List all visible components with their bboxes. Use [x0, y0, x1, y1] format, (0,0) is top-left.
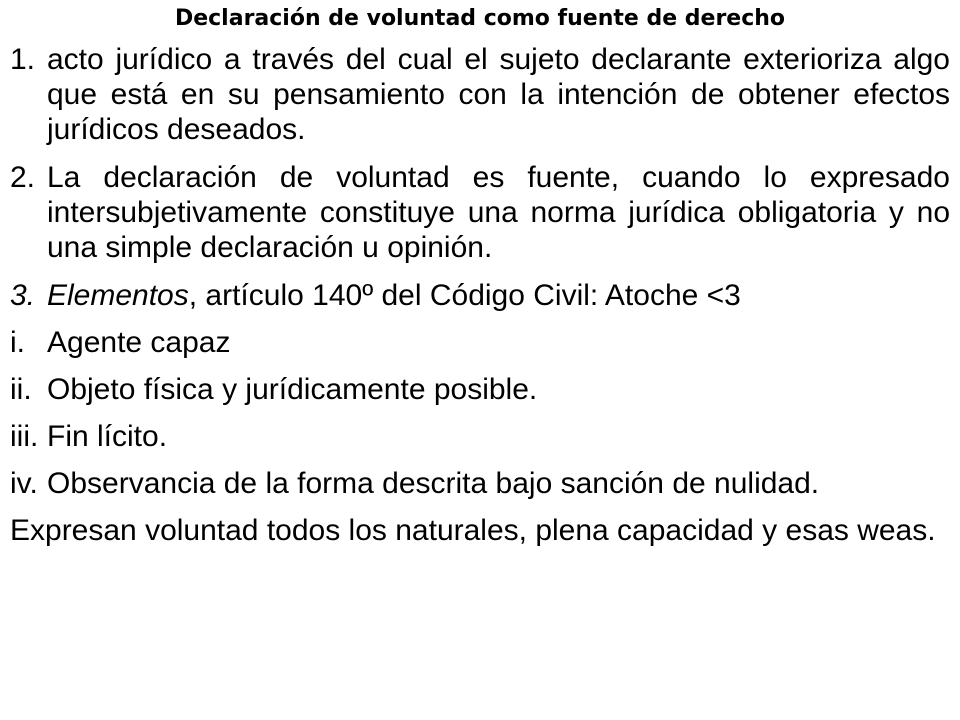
list-marker: 2.: [10, 161, 36, 194]
list-marker: 3.: [10, 279, 36, 312]
list-item-rest: , artículo 140º del Código Civil: Atoche <3: [188, 279, 741, 312]
list-item-text: [47, 278, 950, 313]
sublist-item-text: Agente capaz: [47, 326, 231, 359]
sublist-item-text: Fin lícito.: [47, 420, 168, 453]
closing-paragraph: Expresan voluntad todos los naturales, plena capacidad y esas weas.: [10, 514, 936, 547]
list-item-1: [10, 42, 950, 147]
sublist-item-iii: [10, 419, 950, 454]
sublist-marker: iii.: [10, 420, 39, 453]
list-item-text: acto jurídico a través del cual el sujeto declarante exterioriza algo que está en su pensamiento con la intención de obtener efectos jurídicos deseados.: [47, 43, 950, 146]
sublist-marker: iv.: [10, 467, 38, 500]
slide-title: Declaración de voluntad como fuente de derecho: [174, 6, 786, 31]
sublist-item-text: Objeto física y jurídicamente posible.: [47, 373, 538, 406]
slide-content: [10, 42, 950, 548]
list-item-2: [10, 160, 950, 265]
emphasis-text: Elementos: [47, 279, 189, 312]
sublist-item-text: Observancia de la forma descrita bajo sanción de nulidad.: [47, 467, 820, 500]
list-item-text: La declaración de voluntad es fuente, cuando lo expresado intersubjetivamente constituye una norma jurídica obligatoria y no una simple declaración u opinión.: [47, 161, 950, 264]
sublist-item-ii: [10, 372, 950, 407]
sublist-marker: i.: [10, 326, 25, 359]
sublist-item-iv: [10, 466, 950, 501]
list-item-3: [10, 278, 950, 313]
sublist-item-i: [10, 325, 950, 360]
list-marker: 1.: [10, 43, 36, 76]
sublist-marker: ii.: [10, 373, 32, 406]
